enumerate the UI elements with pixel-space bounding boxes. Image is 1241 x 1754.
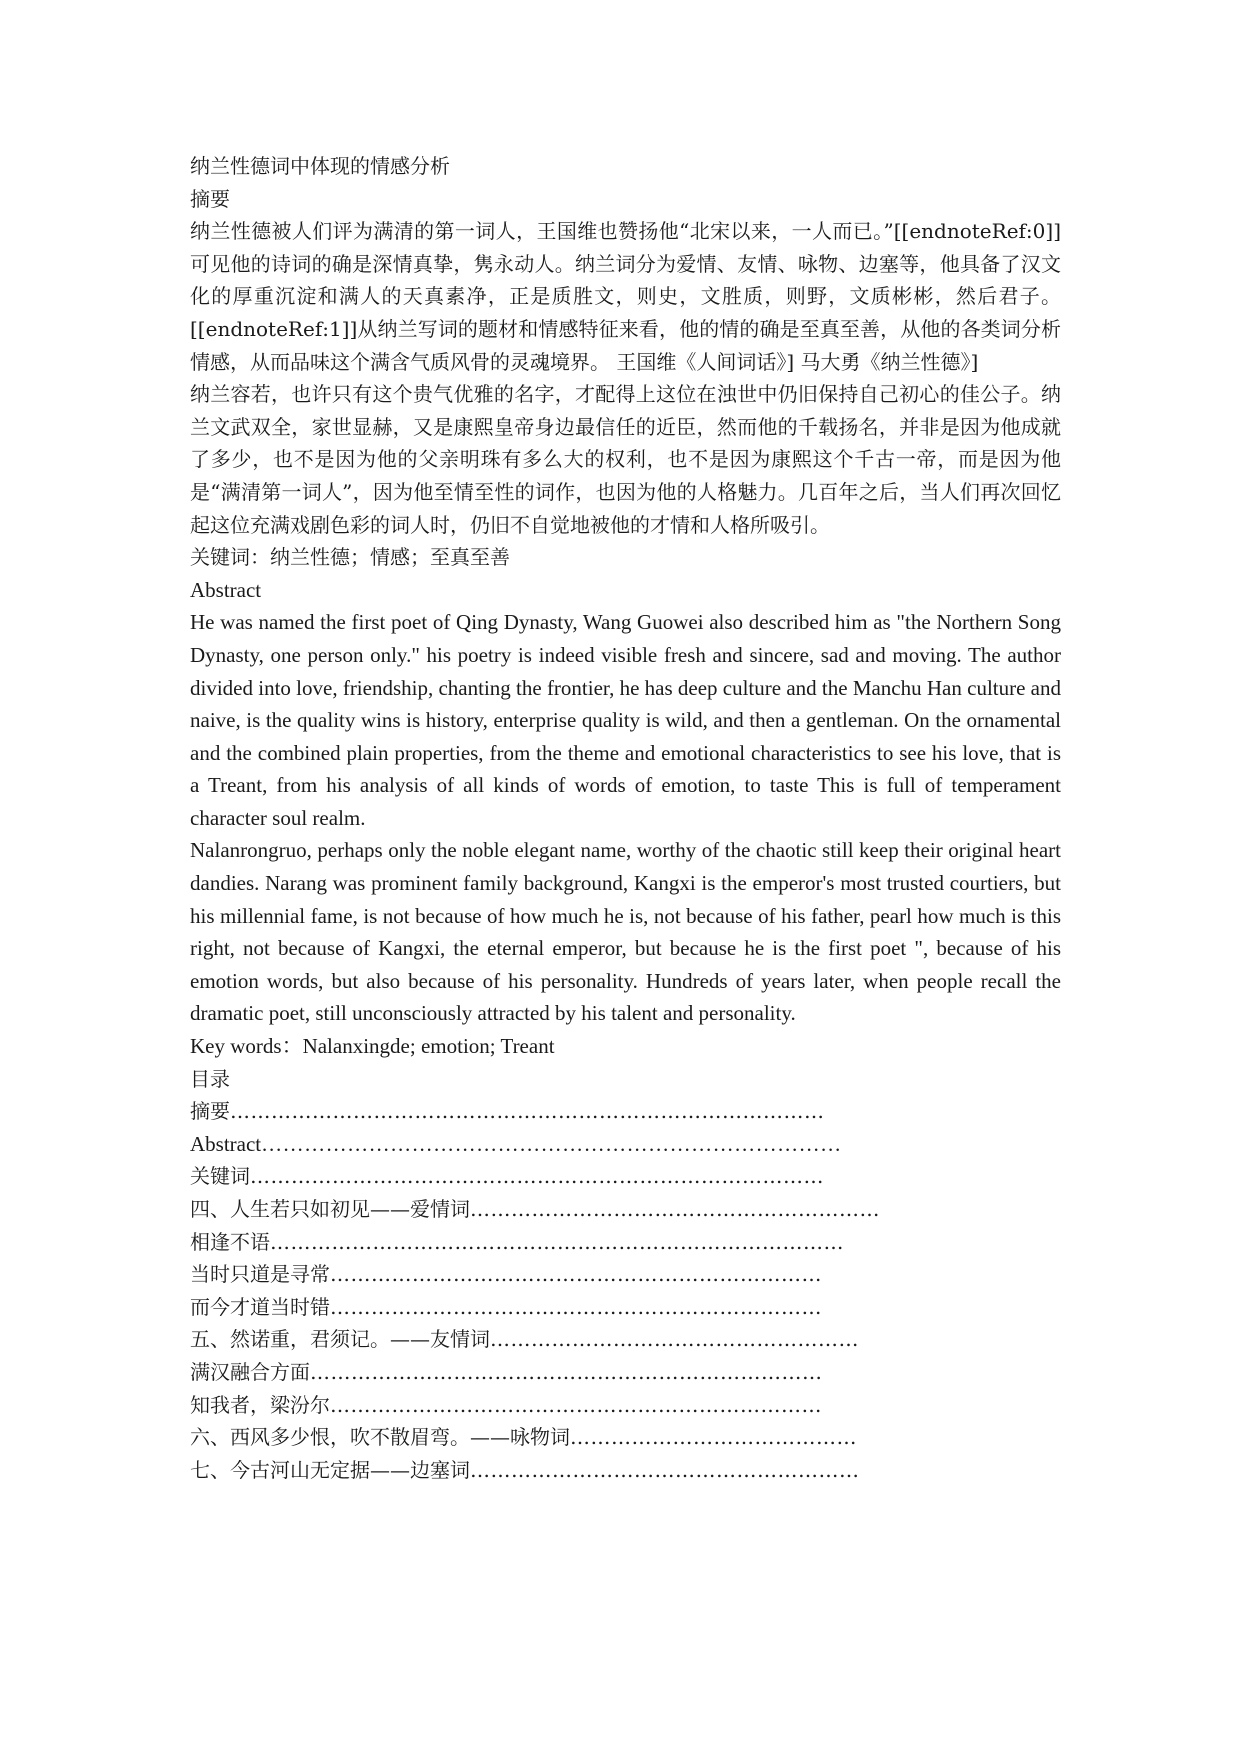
toc-item[interactable]: 而今才道当时错……………………………………………………………… <box>190 1294 822 1319</box>
abstract-en-paragraph-1: He was named the first poet of Qing Dynasty, Wang Guowei also described him as "the Northern Song Dynasty, one person only." his poetry is indeed visible fresh and sincere, sad and moving. The author divided into love, friendship, chanting the frontier, he has deep culture and the Manchu Han culture and naive, is the quality wins is history, enterprise quality is wild, and then a gentleman. On the ornamental and the combined plain properties, from the theme and emotional characteristics to see his love, that is a Treant, from his analysis of all kinds of words of emotion, to taste This is full of temperament character soul realm. <box>190 610 1061 830</box>
keywords-cn: 关键词：纳兰性德；情感；至真至善 <box>190 545 510 570</box>
toc-item[interactable]: 相逢不语………………………………………………………………………… <box>190 1229 844 1254</box>
abstract-en-paragraph-2: Nalanrongruo, perhaps only the noble elegant name, worthy of the chaotic still keep their original heart dandies. Narang was prominent family background, Kangxi is the emperor's most trusted courtiers, but his millennial fame, is not because of how much he is, not because of his father, pearl how much is this right, not because of Kangxi, the eternal emperor, but because he is the first poet ", because of his emotion words, but also because of his personality. Hundreds of years later, when people recall the dramatic poet, still unconsciously attracted by his talent and personality. <box>190 838 1061 1026</box>
keywords-en: Key words：Nalanxingde; emotion; Treant <box>190 1034 555 1059</box>
toc-item[interactable]: 五、然诺重，君须记。——友情词……………………………………………… <box>190 1327 859 1352</box>
document-title: 纳兰性德词中体现的情感分析 <box>190 154 450 178</box>
toc-item[interactable]: 摘要…………………………………………………………………………… <box>190 1099 825 1124</box>
toc-item[interactable]: 关键词………………………………………………………………………… <box>190 1164 824 1189</box>
toc-item[interactable]: 七、今古河山无定据——边塞词………………………………………………… <box>190 1457 860 1482</box>
toc-heading: 目录 <box>190 1066 230 1091</box>
toc-item[interactable]: 六、西风多少恨，吹不散眉弯。——咏物词…………………………………… <box>190 1425 857 1450</box>
abstract-cn-heading: 摘要 <box>190 186 230 211</box>
abstract-cn-paragraph-2: 纳兰容若，也许只有这个贵气优雅的名字，才配得上这位在浊世中仍旧保持自己初心的佳公子。纳兰文武双全，家世显赫，又是康熙皇帝身边最信任的近臣，然而他的千载扬名，并非是因为他成就了多少，也不是因为他的父亲明珠有多么大的权利，也不是因为康熙这个千古一帝，而是因为他是“满清第一词人”，因为他至情至性的词作，也因为他的人格魅力。几百年之后，当人们再次回忆起这位充满戏剧色彩的词人时，仍旧不自觉地被他的才情和人格所吸引。 <box>190 382 1061 537</box>
table-of-contents <box>190 1095 1061 1486</box>
document-page <box>190 150 1061 1486</box>
abstract-en-heading: Abstract <box>190 577 262 602</box>
toc-item[interactable]: Abstract……………………………………………………………………… <box>190 1131 842 1156</box>
toc-item[interactable]: 当时只道是寻常……………………………………………………………… <box>190 1262 822 1287</box>
toc-item[interactable]: 满汉融合方面………………………………………………………………… <box>190 1359 823 1384</box>
toc-item[interactable]: 知我者，梁汾尔……………………………………………………………… <box>190 1392 822 1417</box>
abstract-cn-paragraph-1: 纳兰性德被人们评为满清的第一词人，王国维也赞扬他“北宋以来，一人而已。”[[endnoteRef:0]]可见他的诗词的确是深情真挚，隽永动人。纳兰词分为爱情、友情、咏物、边塞等，他具备了汉文化的厚重沉淀和满人的天真素净，正是质胜文，则史，文胜质，则野，文质彬彬，然后君子。[[endnoteRef:1]]从纳兰写词的题材和情感特征来看，他的情的确是至真至善，从他的各类词分析情感，从而品味这个满含气质风骨的灵魂境界。 王国维《人间词话》] 马大勇《纳兰性德》] <box>190 219 1061 374</box>
toc-item[interactable]: 四、人生若只如初见——爱情词…………………………………………………… <box>190 1197 880 1221</box>
